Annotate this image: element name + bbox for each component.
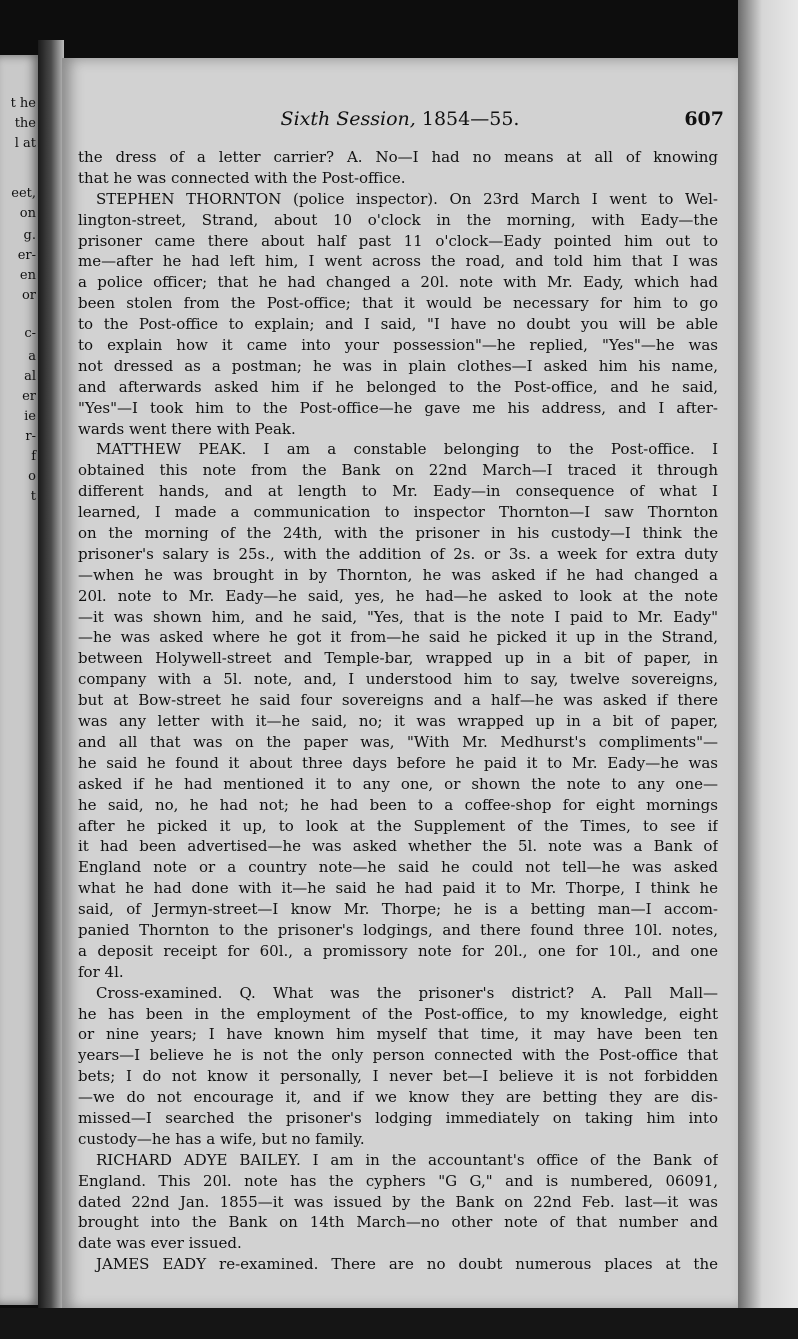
left-page-fragment: t bbox=[30, 489, 36, 504]
text-line: or nine years; I have known him myself that time, it may have been ten bbox=[78, 1025, 718, 1044]
running-title bbox=[62, 108, 738, 130]
paragraph bbox=[78, 983, 718, 1150]
text-line: what he had done with it—he said he had paid it to Mr. Thorpe, I think he bbox=[78, 879, 718, 898]
book-binding bbox=[38, 40, 64, 1310]
left-page-fragment: f bbox=[31, 449, 36, 464]
body-text bbox=[78, 147, 718, 1275]
right-page-edge bbox=[738, 0, 798, 1339]
left-page-fragment: ie bbox=[24, 409, 36, 424]
text-line: "Yes"—I took him to the Post-office—he gave me his address, and I after- bbox=[78, 398, 718, 417]
text-line: to the Post-office to explain; and I said, "I have no doubt you will be able bbox=[78, 315, 718, 334]
text-line: a police officer; that he had changed a 20l. note with Mr. Eady, which had bbox=[78, 273, 718, 292]
paragraph bbox=[78, 1254, 718, 1275]
page-header bbox=[62, 108, 738, 138]
left-page-fragment: o bbox=[28, 469, 36, 484]
text-line: years—I believe he is not the only person connected with the Post-office that bbox=[78, 1046, 718, 1065]
text-line: lington-street, Strand, about 10 o'clock in the morning, with Eady—the bbox=[78, 210, 718, 229]
text-line: not dressed as a postman; he was in plain clothes—I asked him his name, bbox=[78, 356, 718, 375]
left-page-fragment: en bbox=[19, 268, 36, 283]
text-line: between Holywell-street and Temple-bar, wrapped up in a bit of paper, in bbox=[78, 649, 718, 668]
text-line: asked if he had mentioned it to any one, or shown the note to any one— bbox=[78, 774, 718, 793]
text-line: 20l. note to Mr. Eady—he said, yes, he had—he asked to look at the note bbox=[78, 586, 718, 605]
text-line: that he was connected with the Post-office. bbox=[78, 168, 406, 187]
book-page bbox=[62, 58, 738, 1310]
paragraph bbox=[78, 147, 718, 189]
text-line: on the morning of the 24th, with the prisoner in his custody—I think the bbox=[78, 524, 718, 543]
text-line: bets; I do not know it personally, I never bet—I believe it is not forbidden bbox=[78, 1067, 718, 1086]
text-line: —he was asked where he got it from—he said he picked it up in the Strand, bbox=[78, 628, 718, 647]
text-line: STEPHEN THORNTON (police inspector). On 23rd March I went to Wel- bbox=[96, 189, 718, 208]
left-page-fragment: a bbox=[28, 349, 36, 364]
text-line: to explain how it came into your possession"—he replied, "Yes"—he was bbox=[78, 336, 718, 355]
text-line: he said he found it about three days before he paid it to Mr. Eady—he was bbox=[78, 753, 718, 772]
text-line: Cross-examined. Q. What was the prisoner's district? A. Pall Mall— bbox=[96, 983, 718, 1002]
text-line: after he picked it up, to look at the Supplement of the Times, to see if bbox=[78, 816, 718, 835]
left-page-fragment: er bbox=[22, 389, 36, 404]
text-line: MATTHEW PEAK. I am a constable belonging to the Post-office. I bbox=[96, 440, 718, 459]
text-line: he has been in the employment of the Post-office, to my knowledge, eight bbox=[78, 1004, 718, 1023]
text-line: JAMES EADY re-examined. There are no doubt numerous places at the bbox=[96, 1255, 718, 1274]
text-line: panied Thornton to the prisoner's lodgings, and there found three 10l. notes, bbox=[78, 920, 718, 939]
text-line: me—after he had left him, I went across the road, and told him that I was bbox=[78, 252, 718, 271]
text-line: prisoner's salary is 25s., with the addition of 2s. or 3s. a week for extra duty bbox=[78, 544, 718, 563]
text-line: it had been advertised—he was asked whether the 5l. note was a Bank of bbox=[78, 837, 718, 856]
page-number: 607 bbox=[684, 108, 724, 130]
text-line: —it was shown him, and he said, "Yes, that is the note I paid to Mr. Eady" bbox=[78, 607, 718, 626]
left-page-fragment: the bbox=[14, 116, 36, 131]
text-line: was any letter with it—he said, no; it was wrapped up in a bit of paper, bbox=[78, 712, 718, 731]
left-page-fragment: er- bbox=[17, 248, 36, 263]
scan-bottom-edge bbox=[0, 1308, 798, 1339]
text-line: RICHARD ADYE BAILEY. I am in the accountant's office of the Bank of bbox=[96, 1150, 718, 1169]
left-page-fragment: c- bbox=[24, 326, 36, 341]
text-line: a deposit receipt for 60l., a promissory note for 20l., one for 10l., and one bbox=[78, 941, 718, 960]
text-line: the dress of a letter carrier? A. No—I had no means at all of knowing bbox=[78, 148, 718, 166]
text-line: dated 22nd Jan. 1855—it was issued by the Bank on 22nd Feb. last—it was bbox=[78, 1192, 718, 1211]
left-page-fragment: al bbox=[24, 369, 36, 384]
left-page-fragment: g. bbox=[23, 228, 36, 243]
text-line: company with a 5l. note, and, I understood him to say, twelve sovereigns, bbox=[78, 670, 718, 689]
text-line: —when he was brought in by Thornton, he was asked if he had changed a bbox=[78, 565, 718, 584]
text-line: for 4l. bbox=[78, 962, 124, 981]
text-line: said, of Jermyn-street—I know Mr. Thorpe; he is a betting man—I accom- bbox=[78, 900, 718, 919]
left-page-fragment: t he bbox=[10, 96, 36, 111]
left-page-fragment: on bbox=[19, 206, 36, 221]
left-page-fragment: r- bbox=[25, 429, 36, 444]
text-line: brought into the Bank on 14th March—no other note of that number and bbox=[78, 1213, 718, 1232]
left-page-edge bbox=[0, 55, 40, 1305]
left-page-fragment: eet, bbox=[11, 186, 36, 201]
paragraph bbox=[78, 189, 718, 440]
text-line: custody—he has a wife, but no family. bbox=[78, 1129, 365, 1148]
session-years: 1854—55. bbox=[421, 108, 520, 130]
text-line: been stolen from the Post-office; that it would be necessary for him to go bbox=[78, 294, 718, 313]
text-line: date was ever issued. bbox=[78, 1234, 242, 1253]
text-line: missed—I searched the prisoner's lodging immediately on taking him into bbox=[78, 1108, 718, 1127]
text-line: learned, I made a communication to inspector Thornton—I saw Thornton bbox=[78, 503, 718, 522]
text-line: and all that was on the paper was, "With Mr. Medhurst's compliments"— bbox=[78, 732, 718, 751]
text-line: and afterwards asked him if he belonged to the Post-office, and he said, bbox=[78, 377, 718, 396]
text-line: wards went there with Peak. bbox=[78, 419, 296, 438]
session-title: Sixth Session, bbox=[280, 108, 416, 130]
paragraph bbox=[78, 439, 718, 982]
left-page-fragment: l at bbox=[14, 136, 36, 151]
text-line: England. This 20l. note has the cyphers "G G," and is numbered, 06091, bbox=[78, 1171, 718, 1190]
paragraph bbox=[78, 1150, 718, 1254]
text-line: prisoner came there about half past 11 o'clock—Eady pointed him out to bbox=[78, 231, 718, 250]
text-line: different hands, and at length to Mr. Eady—in consequence of what I bbox=[78, 482, 718, 501]
text-line: England note or a country note—he said he could not tell—he was asked bbox=[78, 858, 718, 877]
left-page-fragment: or bbox=[21, 288, 36, 303]
text-line: he said, no, he had not; he had been to a coffee-shop for eight mornings bbox=[78, 795, 718, 814]
text-line: but at Bow-street he said four sovereigns and a half—he was asked if there bbox=[78, 691, 718, 710]
text-line: —we do not encourage it, and if we know they are betting they are dis- bbox=[78, 1088, 718, 1107]
text-line: obtained this note from the Bank on 22nd March—I traced it through bbox=[78, 461, 718, 480]
